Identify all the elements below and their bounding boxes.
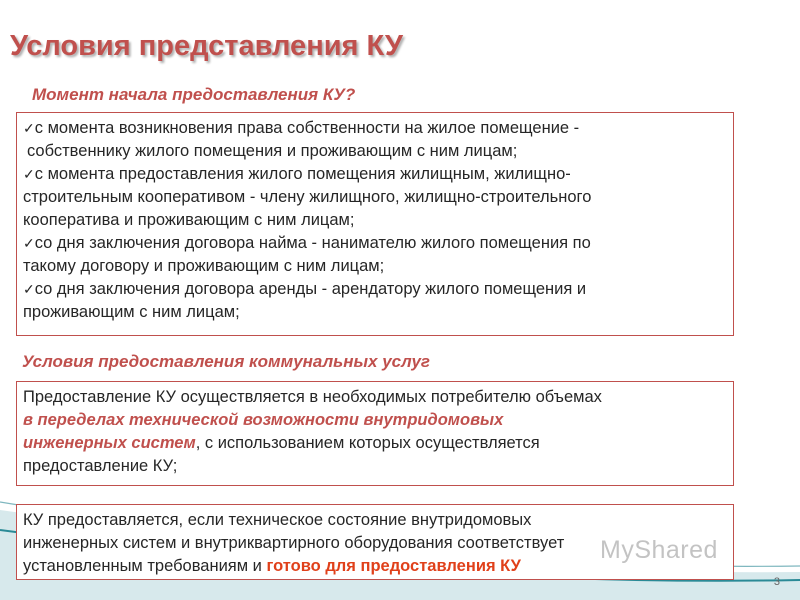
section2-heading: Условия предоставления коммунальных услуг [22,352,431,371]
check-icon: ✓ [23,120,35,136]
list-item: ✓со дня заключения договора аренды - арендатору жилого помещения и [23,280,587,298]
list-item-continuation: проживающим с ним лицам; [23,303,240,321]
list-item: ✓с момента возникновения права собственности на жилое помещение - [23,119,580,137]
list-item: ✓с момента предоставления жилого помещения жилищным, жилищно- [23,165,571,183]
section3-line: КУ предоставляется, если техническое состояние внутридомовых [23,511,532,529]
slide-number: 3 [773,576,780,588]
section2-box [16,381,734,486]
list-item-continuation: строительным кооперативом - члену жилищного, жилищно-строительного [23,188,592,206]
section1-box [16,112,734,336]
check-icon: ✓ [23,281,35,297]
list-item-continuation: такому договору и проживающим с ним лицам; [23,257,385,275]
list-item-continuation: кооператива и проживающим с ним лицам; [23,211,355,229]
section3-line: установленным требованиям и готово для предоставления КУ [23,557,521,575]
section2-line: Предоставление КУ осуществляется в необходимых потребителю объемах [23,388,602,406]
slide-title: Условия представления КУ [10,30,403,62]
list-item-continuation: собственнику жилого помещения и проживающим с ним лицам; [27,142,518,160]
check-icon: ✓ [23,166,35,182]
check-icon: ✓ [23,235,35,251]
section1-heading: Момент начала предоставления КУ? [32,85,356,104]
list-item: ✓со дня заключения договора найма - нанимателю жилого помещения по [23,234,591,252]
section2-line: инженерных систем, с использованием которых осуществляется [23,434,540,452]
section3-line: инженерных систем и внутриквартирного оборудования соответствует [23,534,565,552]
watermark-logo: MyShared [600,536,718,564]
section2-line: предоставление КУ; [23,457,178,475]
section2-highlight-line: в переделах технической возможности внутридомовых [23,411,504,429]
